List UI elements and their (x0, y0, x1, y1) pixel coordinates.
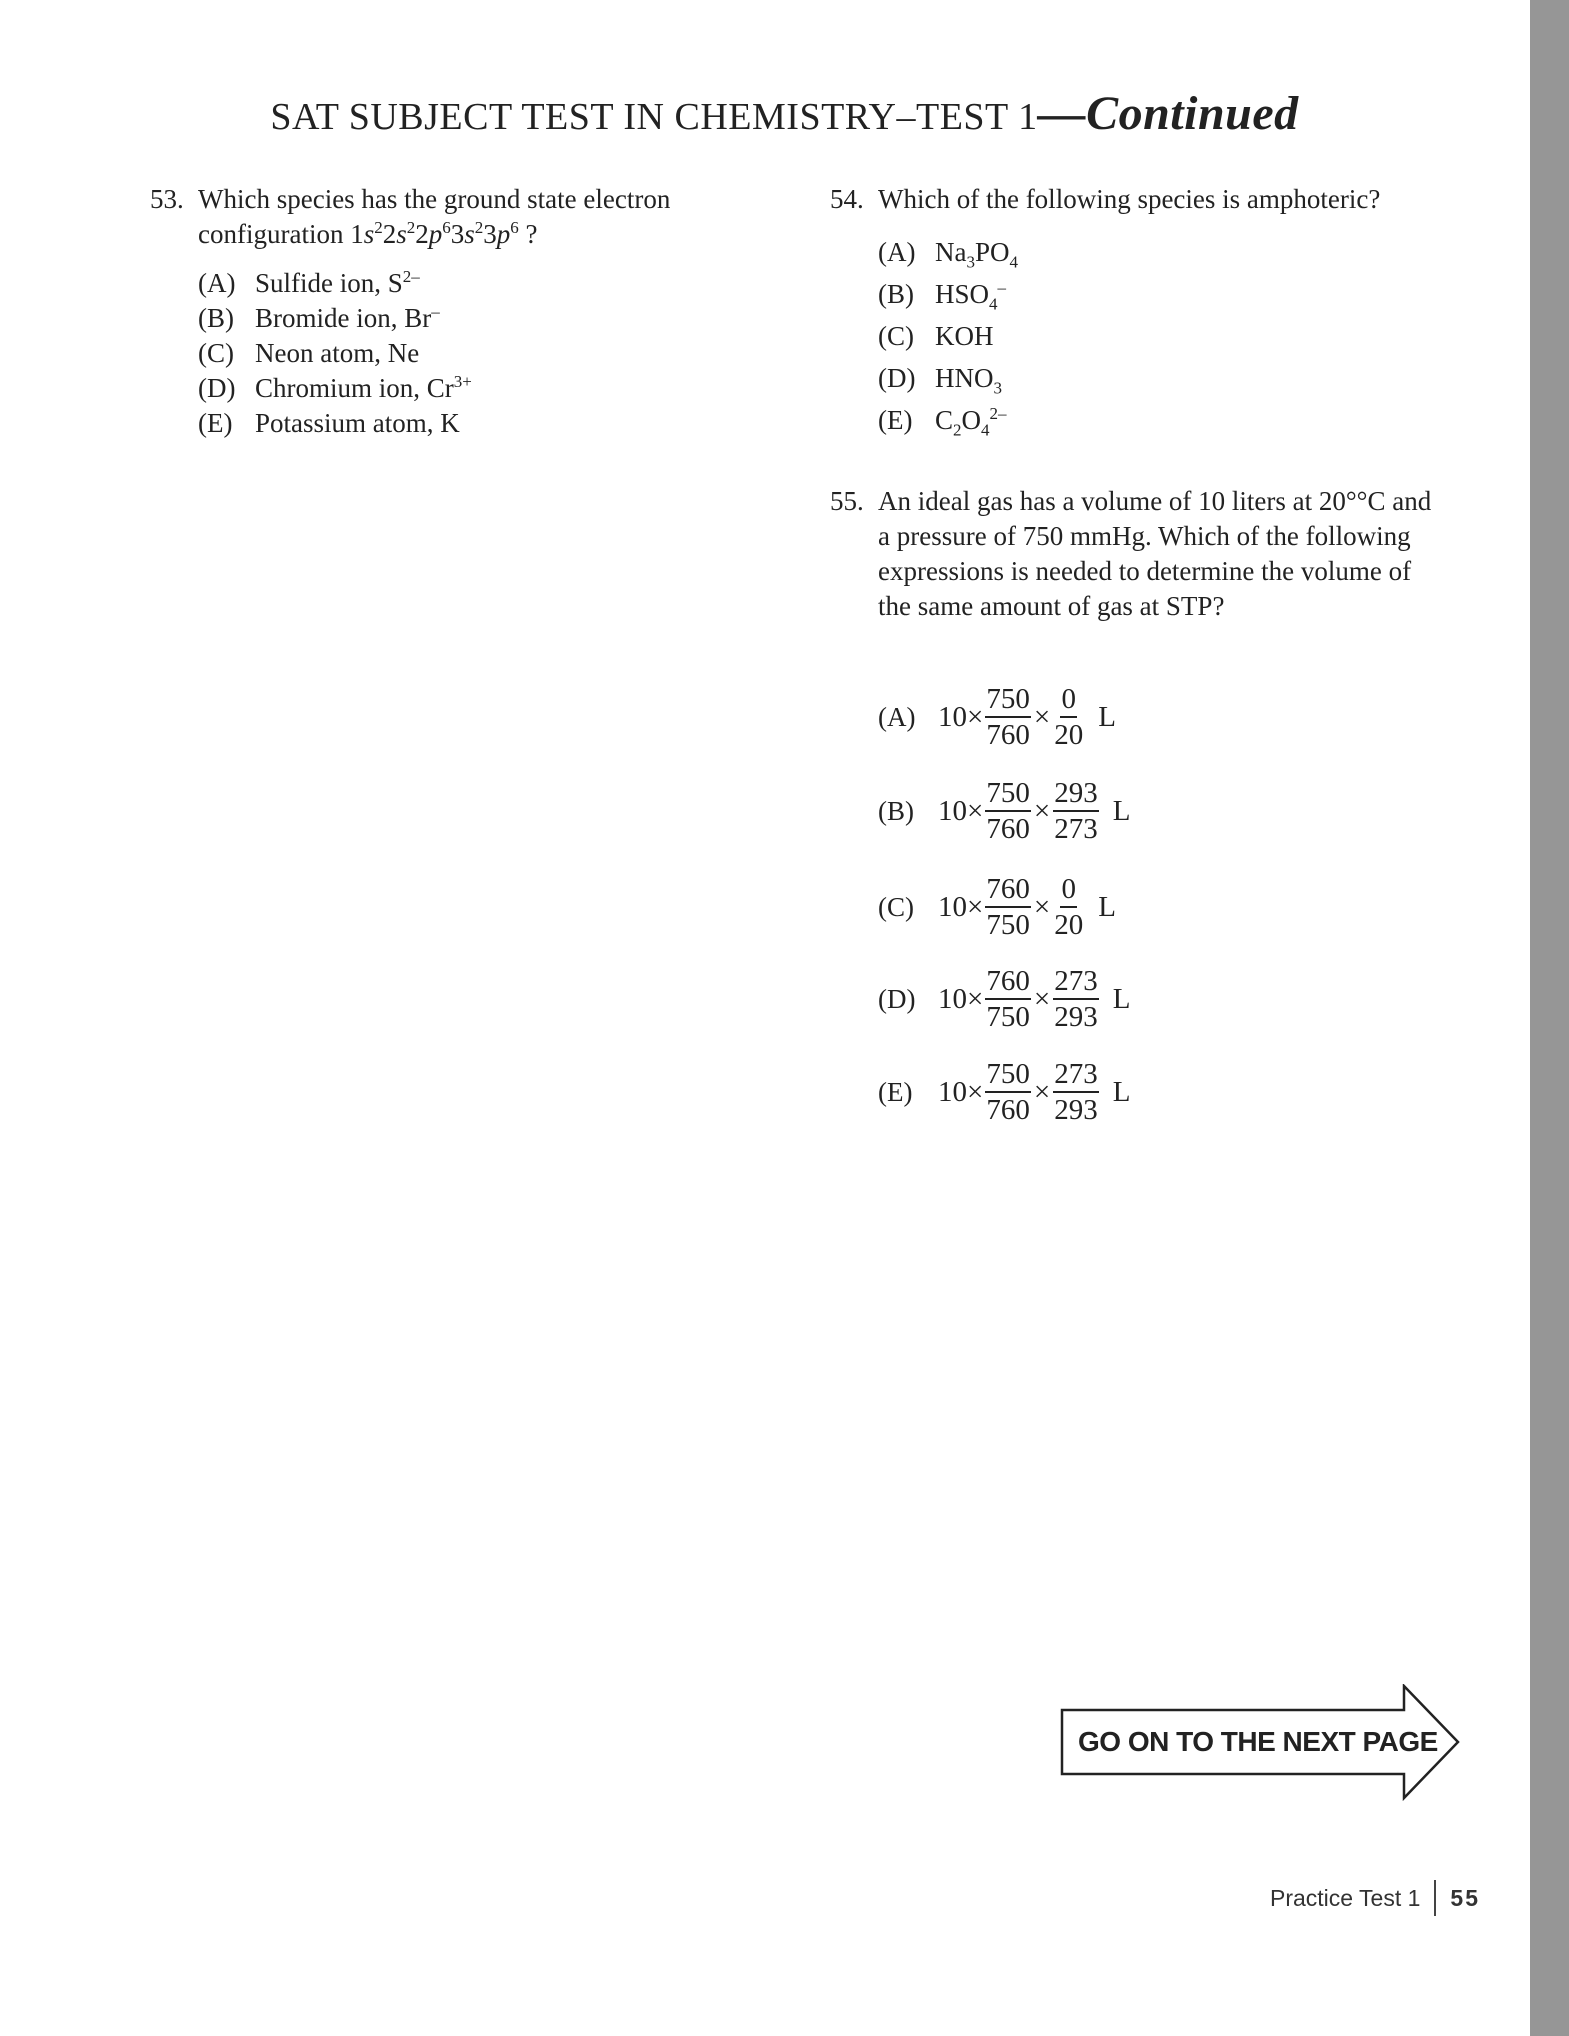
answer-choice[interactable] (878, 776, 1130, 846)
denominator: 760 (986, 1094, 1030, 1126)
temperature-ratio (1053, 776, 1099, 846)
choice-label: (D) (198, 373, 236, 403)
numerator: 273 (1053, 1057, 1099, 1093)
denominator: 293 (1054, 1094, 1098, 1126)
electron-configuration: configuration $1s^22s^22p^63s^23p^6$ ? (198, 218, 538, 249)
numerator: 293 (1053, 776, 1099, 812)
answer-choice[interactable] (198, 371, 750, 406)
choice-label: (B) (198, 303, 234, 333)
answer-choice[interactable] (198, 406, 750, 441)
unit: L (1098, 890, 1116, 923)
answer-choice[interactable] (878, 1057, 1130, 1127)
denominator: 20 (1054, 909, 1084, 941)
choice-label: (C) (198, 338, 234, 368)
unit: L (1098, 700, 1116, 733)
formula-hno3: $HNO_3$ (935, 363, 1002, 398)
answer-choice[interactable] (198, 301, 750, 336)
pressure-ratio (985, 682, 1031, 752)
denominator: 273 (1054, 813, 1098, 845)
question-number: 54. (830, 184, 864, 214)
formula-c2o4: $C_2O_4^{2-}$ (935, 404, 1007, 440)
answer-choice[interactable] (878, 872, 1116, 942)
pressure-ratio (985, 872, 1031, 942)
denominator: 293 (1054, 1001, 1098, 1033)
denominator: 20 (1054, 719, 1084, 751)
choice-label: (A) (878, 237, 916, 267)
question-53 (150, 182, 750, 441)
answer-choice[interactable] (878, 403, 1470, 445)
question-text-line: the same amount of gas at STP? (878, 591, 1225, 621)
coefficient: 10× (938, 982, 984, 1015)
choice-text: Chromium ion, Cr (255, 373, 454, 403)
choice-label: (E) (878, 1076, 913, 1107)
choice-label: (C) (878, 321, 914, 351)
charge: – (431, 302, 440, 321)
pressure-ratio (985, 964, 1031, 1034)
coefficient: 10× (938, 700, 984, 733)
numerator: 760 (985, 872, 1031, 908)
times-sign: × (1033, 982, 1051, 1015)
choice-label: (A) (878, 701, 916, 732)
page-title (0, 86, 1569, 141)
question-text-line: a pressure of 750 mmHg. Which of the following (878, 521, 1411, 551)
temperature-ratio (1053, 964, 1099, 1034)
formula-hso4: $HSO_4^-$ (935, 278, 1007, 314)
answer-choice[interactable] (878, 235, 1470, 277)
next-page-arrow (1060, 1684, 1460, 1804)
choice-label: (E) (878, 405, 913, 435)
choice-label: (B) (878, 795, 914, 826)
temperature-ratio (1053, 682, 1084, 752)
choice-text: Neon atom, Ne (255, 338, 420, 368)
denominator: 750 (986, 1001, 1030, 1033)
pressure-ratio (985, 776, 1031, 846)
times-sign: × (1033, 1075, 1051, 1108)
title-text: SAT SUBJECT TEST IN CHEMISTRY–TEST 1 (270, 96, 1038, 138)
answer-choice[interactable] (198, 266, 750, 301)
answer-choice[interactable] (878, 277, 1470, 319)
choice-text: Sulfide ion, S (255, 268, 403, 298)
choice-label: (A) (198, 268, 236, 298)
question-text-line: An ideal gas has a volume of 10 liters at 20°°C and (878, 486, 1432, 516)
times-sign: × (1033, 890, 1051, 923)
numerator: 750 (985, 682, 1031, 718)
choice-label: (E) (198, 408, 233, 438)
formula-koh: KOH (935, 321, 994, 351)
question-text: Which of the following species is amphoteric? (878, 184, 1381, 214)
times-sign: × (1033, 794, 1051, 827)
coefficient: 10× (938, 794, 984, 827)
page-footer (1270, 1880, 1480, 1916)
footer-divider (1434, 1880, 1436, 1916)
denominator: 750 (986, 909, 1030, 941)
question-54 (830, 182, 1470, 445)
choice-label: (C) (878, 891, 914, 922)
denominator: 760 (986, 813, 1030, 845)
answer-choice[interactable] (878, 964, 1130, 1034)
numerator: 0 (1060, 682, 1077, 718)
formula-na3po4: $Na_3PO_4$ (935, 237, 1018, 272)
coefficient: 10× (938, 1075, 984, 1108)
question-text-line: expressions is needed to determine the volume of (878, 556, 1412, 586)
page-edge-bar (1530, 0, 1569, 2036)
choice-label: (D) (878, 363, 916, 393)
question-55 (830, 484, 1470, 624)
question-number: 53. (150, 184, 184, 214)
numerator: 760 (985, 964, 1031, 1000)
choice-text: Potassium atom, K (255, 408, 460, 438)
numerator: 750 (985, 1057, 1031, 1093)
numerator: 273 (1053, 964, 1099, 1000)
page-number: 55 (1450, 1884, 1481, 1911)
charge: 2– (402, 267, 420, 286)
times-sign: × (1033, 700, 1051, 733)
unit: L (1112, 794, 1131, 827)
question-text: Which species has the ground state electron (198, 184, 671, 214)
temperature-ratio (1053, 1057, 1099, 1127)
answer-choice[interactable] (878, 361, 1470, 403)
answer-choice[interactable] (878, 319, 1470, 361)
config-prefix: configuration (198, 219, 351, 249)
footer-label: Practice Test 1 (1270, 1884, 1421, 1911)
next-page-text: GO ON TO THE NEXT PAGE (1078, 1726, 1438, 1757)
numerator: 750 (985, 776, 1031, 812)
choice-text: Bromide ion, Br (255, 303, 432, 333)
answer-choice[interactable] (198, 336, 750, 371)
answer-choice[interactable] (878, 682, 1116, 752)
title-continued: —Continued (1037, 87, 1299, 140)
temperature-ratio (1053, 872, 1084, 942)
choice-label: (D) (878, 983, 916, 1014)
unit: L (1112, 1075, 1131, 1108)
numerator: 0 (1060, 872, 1077, 908)
choice-label: (B) (878, 279, 914, 309)
unit: L (1112, 982, 1131, 1015)
coefficient: 10× (938, 890, 984, 923)
pressure-ratio (985, 1057, 1031, 1127)
denominator: 760 (986, 719, 1030, 751)
charge: 3+ (453, 372, 472, 391)
question-number: 55. (830, 486, 864, 516)
